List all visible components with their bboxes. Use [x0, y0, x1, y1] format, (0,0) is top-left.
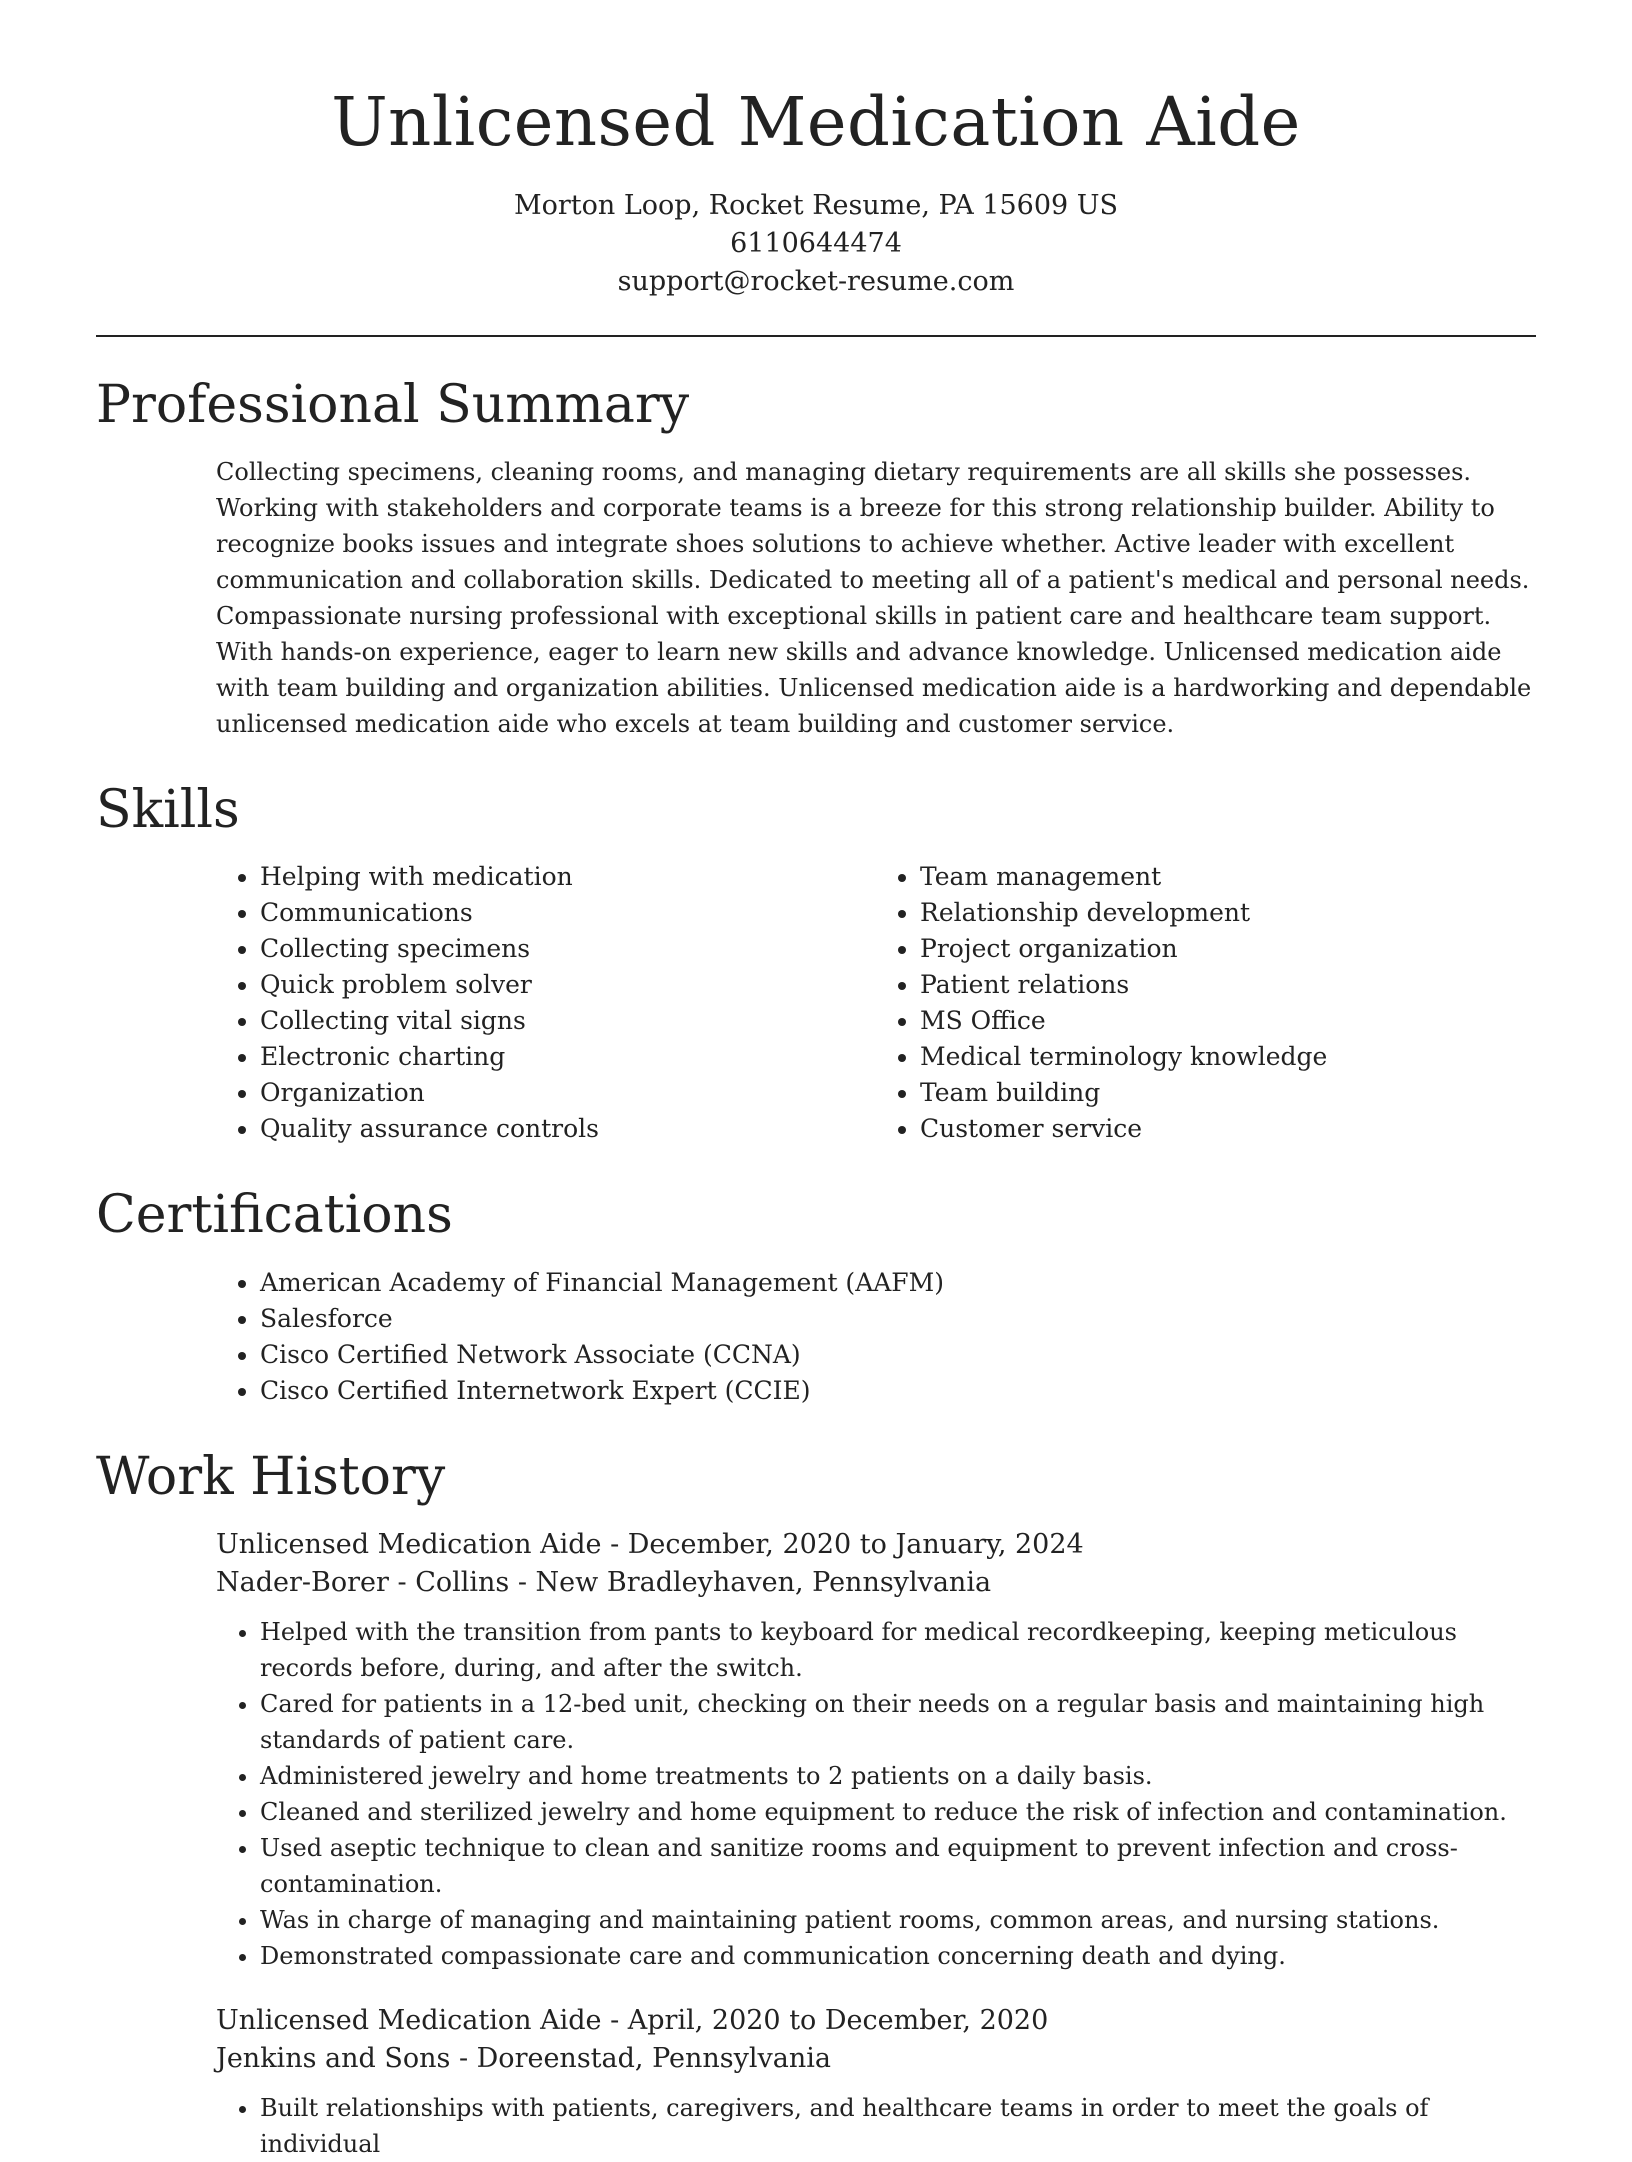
certification-item: • Cisco Certified Network Associate (CCNA) — [260, 1337, 1536, 1373]
skill-item: • Project organization — [920, 931, 1536, 967]
skill-item: • Medical terminology knowledge — [920, 1039, 1536, 1075]
certification-item: • Salesforce — [260, 1301, 1536, 1337]
job-company-line — [216, 2040, 1536, 2078]
job-title-line — [216, 1526, 1536, 1564]
duty-item: • Helped with the transition from pants to keyboard for medical recordkeeping, keeping meticulous records before, during, and after the switch. — [260, 1614, 1536, 1686]
duty-item: • Cleaned and sterilized jewelry and home equipment to reduce the risk of infection and contamination. — [260, 1794, 1536, 1830]
skill-item: • Relationship development — [920, 895, 1536, 931]
address: Morton Loop, Rocket Resume, PA 15609 US — [513, 190, 1119, 222]
job-dates: - April, 2020 to December, 2020 — [601, 2004, 1049, 2036]
job-company: Jenkins and Sons — [216, 2042, 451, 2074]
skill-item: • Helping with medication — [260, 859, 876, 895]
summary-heading: Professional Summary — [96, 375, 690, 436]
skill-item: • Patient relations — [920, 967, 1536, 1003]
skill-item: • Customer service — [920, 1111, 1536, 1147]
phone: 6110644474 — [730, 228, 902, 260]
skills-column-left — [216, 859, 876, 1147]
skills-heading: Skills — [96, 780, 240, 841]
certification-item: • American Academy of Financial Management (AAFM) — [260, 1265, 1536, 1301]
skill-item: • Collecting specimens — [260, 931, 876, 967]
contact-info — [96, 187, 1536, 301]
duty-item: • Was in charge of managing and maintaining patient rooms, common areas, and nursing stations. — [260, 1902, 1536, 1938]
duty-item: • Demonstrated compassionate care and communication concerning death and dying. — [260, 1938, 1536, 1974]
duty-item: • Cared for patients in a 12-bed unit, checking on their needs on a regular basis and maintaining high standards of patient care. — [260, 1686, 1536, 1758]
candidate-name: Unlicensed Medication Aide — [331, 83, 1301, 161]
resume-header — [96, 0, 1536, 301]
summary-text: Collecting specimens, cleaning rooms, and managing dietary requirements are all skills she possesses. Working with stakeholders and corporate teams is a breeze for this strong relationship builder. Ability to recognize books issues and integrate shoes solutions to achieve whether. Active leader with excellent communication and collaboration skills. Dedicated to meeting all of a patient's medical and personal needs. Compassionate nursing professional with exceptional skills in patient care and healthcare team support. With hands-on experience, eager to learn new skills and advance knowledge. Unlicensed medication aide with team building and organization abilities. Unlicensed medication aide is a hardworking and dependable unlicensed medication aide who excels at team building and customer service. — [216, 458, 1532, 739]
certifications-heading: Certifications — [96, 1185, 453, 1246]
skill-item: • Quality assurance controls — [260, 1111, 876, 1147]
certification-item: • Cisco Certified Internetwork Expert (CCIE) — [260, 1373, 1536, 1409]
job-location: - Doreenstad, Pennsylvania — [450, 2042, 831, 2074]
skill-item: • Quick problem solver — [260, 967, 876, 1003]
duty-item: • Used aseptic technique to clean and sanitize rooms and equipment to prevent infection and cross-contamination. — [260, 1830, 1536, 1902]
duty-item: • Built relationships with patients, caregivers, and healthcare teams in order to meet the goals of individual — [260, 2090, 1536, 2162]
job-duties — [216, 1614, 1536, 1974]
skill-item: • Communications — [260, 895, 876, 931]
job-role: Unlicensed Medication Aide — [216, 1528, 602, 1560]
job-entry — [216, 2002, 1536, 2162]
duty-item: • Administered jewelry and home treatments to 2 patients on a daily basis. — [260, 1758, 1536, 1794]
skill-item: • Organization — [260, 1075, 876, 1111]
skills-column-right — [876, 859, 1536, 1147]
job-company-line — [216, 1564, 1536, 1602]
skill-item: • Electronic charting — [260, 1039, 876, 1075]
skill-item: • Collecting vital signs — [260, 1003, 876, 1039]
skill-item: • Team management — [920, 859, 1536, 895]
header-divider — [96, 335, 1536, 337]
job-location: - New Bradleyhaven, Pennsylvania — [509, 1566, 992, 1598]
email: support@rocket-resume.com — [617, 266, 1015, 298]
certifications-list — [216, 1265, 1536, 1409]
work-history-heading: Work History — [96, 1446, 446, 1507]
job-company: Nader-Borer - Collins — [216, 1566, 510, 1598]
skill-item: • MS Office — [920, 1003, 1536, 1039]
job-entry — [216, 1526, 1536, 1974]
skills-list — [216, 859, 1536, 1147]
job-dates: - December, 2020 to January, 2024 — [601, 1528, 1084, 1560]
job-role: Unlicensed Medication Aide — [216, 2004, 602, 2036]
job-title-line — [216, 2002, 1536, 2040]
job-duties — [216, 2090, 1536, 2162]
skill-item: • Team building — [920, 1075, 1536, 1111]
